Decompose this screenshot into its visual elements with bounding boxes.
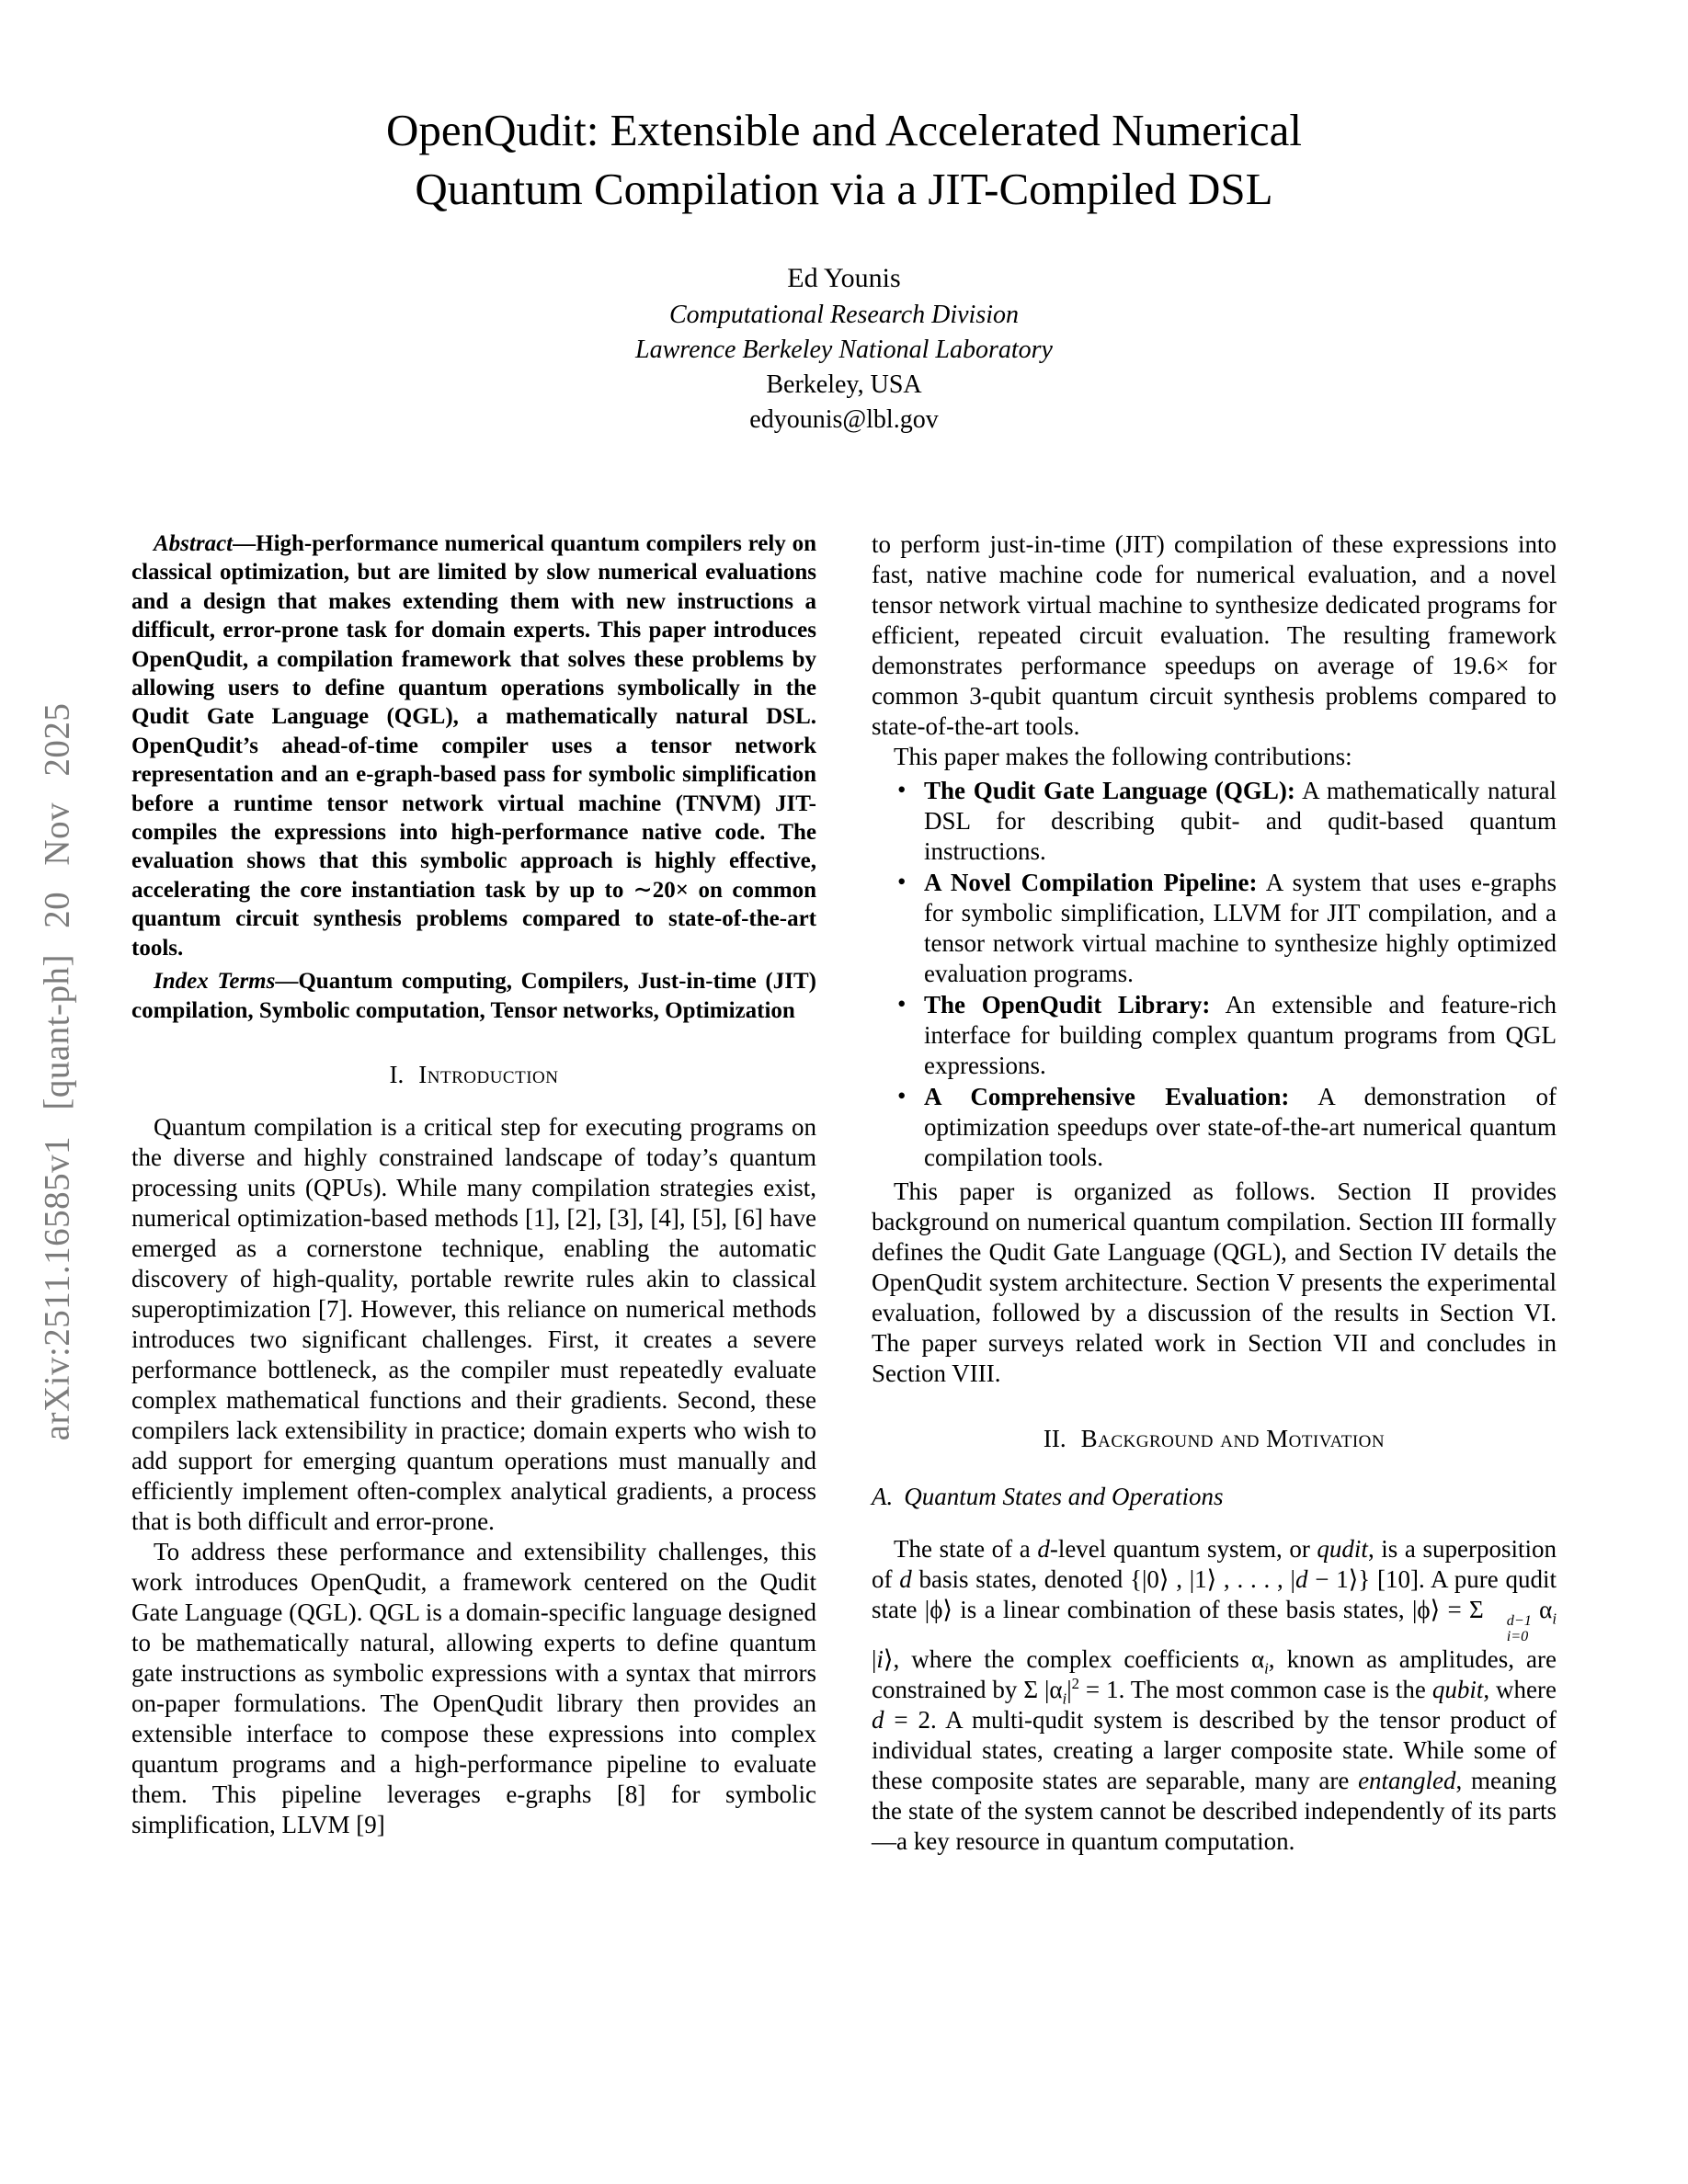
section-heading-background xyxy=(872,1424,1557,1454)
quantum-states-paragraph: The state of a d-level quantum system, or qudit, is a superposition of d basis states, denoted {|0⟩ , |1⟩ , . . . , |d − 1⟩} [10]. A pure qudit state |ϕ⟩ is a linear combination of these basis states, |ϕ⟩ = Σ d−1 i=0 $\alpha_i$ |i⟩, where the complex coefficients $\alpha_i$, known as amplitudes, are constrained by Σ $|\alpha_i|^2 = 1$. The most common case is the qubit, where d = 2. A multi-qudit system is described by the tensor product of individual states, creating a larger composite state. While some of these composite states are separable, many are entangled, meaning the state of the system cannot be described independently of its parts—a key resource in quantum computation. xyxy=(872,1535,1557,1856)
author-location: Berkeley, USA xyxy=(766,370,922,399)
author-email: edyounis@lbl.gov xyxy=(749,405,939,434)
left-column xyxy=(131,529,816,1857)
index-terms-paragraph: Index Terms—Quantum computing, Compilers, Just-in-time (JIT) compilation, Symbolic computation, Tensor networks, Optimization xyxy=(131,969,816,1023)
paper-title-line-1: OpenQudit: Extensible and Accelerated Numerical xyxy=(386,105,1302,155)
author-name: Ed Younis xyxy=(787,263,901,293)
section-number: I. xyxy=(389,1060,405,1088)
paper-title xyxy=(0,0,1688,219)
contributions-intro: This paper makes the following contributions: xyxy=(894,743,1352,770)
contribution-item-pipeline xyxy=(872,868,1557,989)
bullet-icon: • xyxy=(897,1082,907,1109)
abstract-paragraph: Abstract—High-performance numerical quantum compilers rely on classical optimization, but are limited by slow numerical evaluations and a design that makes extending them with new instructions a difficult, error-prone task for domain experts. This paper introduces OpenQudit, a compilation framework that solves these problems by allowing users to define quantum operations symbolically in the Qudit Gate Language (QGL), a mathematically natural DSL. OpenQudit’s ahead-of-time compiler uses a tensor network representation and an e-graph-based pass for symbolic simplification before a runtime tensor network virtual machine (TNVM) JIT-compiles the expressions into high-performance native code. The evaluation shows that this symbolic approach is highly effective, accelerating the core instantiation task by up to ∼20× on common quantum circuit synthesis problems compared to state-of-the-art tools. xyxy=(131,531,816,961)
section-title: Background and Motivation xyxy=(1080,1425,1386,1452)
section-heading-introduction xyxy=(131,1060,816,1090)
contribution-item-library xyxy=(872,990,1557,1081)
bullet-icon: • xyxy=(897,868,907,895)
contribution-text: A mathematically natural DSL for describing qubit- and qudit-based quantum instructions. xyxy=(924,777,1557,865)
subsection-title: Quantum States and Operations xyxy=(904,1483,1224,1510)
two-column-body xyxy=(131,529,1557,1857)
author-institution: Lawrence Berkeley National Laboratory xyxy=(635,336,1053,364)
arxiv-banner: arXiv:2511.16585v1 [quant-ph] 20 Nov 2025 xyxy=(37,702,77,1441)
organization-paragraph: This paper is organized as follows. Section II provides background on numerical quantum compilation. Section III formally defines the Qudit Gate Language (QGL), and Section IV details the OpenQudit system architecture. Section V presents the experimental evaluation, followed by a discussion of the results in Section VI. The paper surveys related work in Section VII and concludes in Section VIII. xyxy=(872,1177,1557,1387)
contribution-lead: A Comprehensive Evaluation: xyxy=(924,1083,1290,1110)
section-title: Introduction xyxy=(418,1060,559,1088)
contribution-text: A system that uses e-graphs for symbolic simplification, LLVM for JIT compilation, and a tensor network virtual machine to synthesize highly optimized evaluation programs. xyxy=(924,869,1557,987)
contribution-lead: The Qudit Gate Language (QGL): xyxy=(924,777,1295,804)
subsection-heading-quantum-states xyxy=(872,1482,1557,1512)
contribution-item-evaluation xyxy=(872,1082,1557,1173)
continuation-paragraph: to perform just-in-time (JIT) compilation of these expressions into fast, native machine code for numerical evaluation, and a novel tensor network virtual machine to synthesize dedicated programs for efficient, repeated circuit evaluation. The resulting framework demonstrates performance speedups on average of 19.6× for common 3-qubit quantum circuit synthesis problems compared to state-of-the-art tools. xyxy=(872,530,1557,740)
author-block xyxy=(0,259,1688,438)
contribution-text: A demonstration of optimization speedups over state-of-the-art numerical quantum compilation tools. xyxy=(924,1083,1557,1171)
contribution-text: An extensible and feature-rich interface for building complex quantum programs from QGL expressions. xyxy=(924,991,1557,1079)
contributions-list xyxy=(872,776,1557,1173)
subsection-number: A. xyxy=(872,1483,894,1510)
contribution-lead: The OpenQudit Library: xyxy=(924,991,1211,1018)
bullet-icon: • xyxy=(897,776,907,803)
contribution-lead: A Novel Compilation Pipeline: xyxy=(924,869,1258,896)
intro-paragraph-2: To address these performance and extensibility challenges, this work introduces OpenQudit, a framework centered on the Qudit Gate Language (QGL). QGL is a domain-specific language designed to be mathematically natural, allowing experts to define quantum gate instructions as symbolic expressions with a syntax that mirrors on-paper formulations. The OpenQudit library then provides an extensible interface to compose these expressions into complex quantum programs and a high-performance pipeline to evaluate them. This pipeline leverages e-graphs [8] for symbolic simplification, LLVM [9] xyxy=(131,1537,816,1838)
section-number: II. xyxy=(1043,1425,1066,1452)
intro-paragraph-1: Quantum compilation is a critical step for executing programs on the diverse and highly constrained landscape of today’s quantum processing units (QPUs). While many compilation strategies exist, numerical optimization-based methods [1], [2], [3], [4], [5], [6] have emerged as a cornerstone technique, enabling the automatic discovery of high-quality, portable rewrite rules akin to classical superoptimization [7]. However, this reliance on numerical methods introduces two significant challenges. First, it creates a severe performance bottleneck, as the compiler must repeatedly evaluate complex mathematical functions and their gradients. Second, these compilers lack extensibility in practice; domain experts who wish to add support for emerging quantum operations must manually and efficiently implement often-complex analytical gradients, a process that is both difficult and error-prone. xyxy=(131,1112,816,1535)
author-division: Computational Research Division xyxy=(668,301,1020,329)
right-column xyxy=(872,529,1557,1857)
contribution-item-qgl xyxy=(872,776,1557,867)
paper-title-line-2: Quantum Compilation via a JIT-Compiled DSL xyxy=(415,164,1273,214)
bullet-icon: • xyxy=(897,990,907,1018)
